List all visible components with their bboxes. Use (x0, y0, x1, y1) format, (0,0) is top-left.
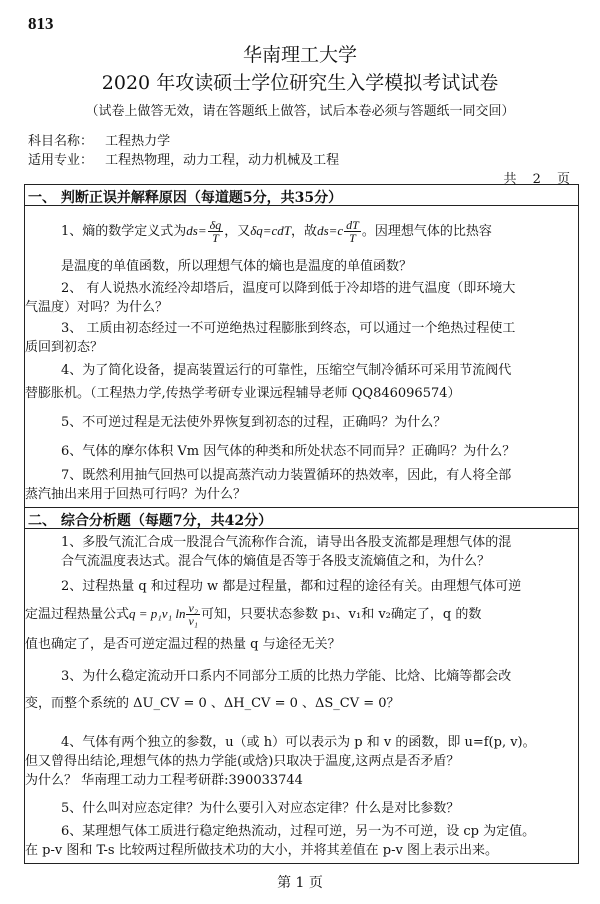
s1q1-line2: 是温度的单值函数，所以理想气体的熵也是温度的单值函数？ (61, 259, 413, 274)
s1q1-frac2-num: dT (346, 218, 359, 232)
subject-value: 工程热力学 (105, 134, 171, 149)
total-pages: 共 2 页 (503, 172, 576, 187)
s1q6-line: 6、气体的摩尔体积 Vm 因气体的种类和所处状态不同而异？正确吗？为什么？ (61, 444, 516, 459)
section1-title: 一、 判断正误并解释原因（每道题5分，共35分） (28, 190, 343, 206)
s2q2-line3: 值也确定了，是否可逆定温过程的热量 q 与途径无关？ (25, 637, 341, 652)
s1q7-line1: 7、既然利用抽气回热可以提高蒸汽动力装置循环的热效率，因此，有人将全部 (61, 468, 512, 483)
s1q1-frac1-den: T (212, 231, 219, 245)
s2-question-6 (25, 822, 577, 860)
s2q3-line2: 变，而整个系统的 ΔU_CV = 0 、ΔH_CV = 0 、ΔS_CV = 0？ (25, 696, 400, 711)
section1-header (25, 185, 578, 206)
s1q3-line1: 3、 工质由初态经过一不可逆绝热过程膨胀到终态，可以通过一个绝热过程使工 (61, 321, 516, 336)
subject-row (28, 130, 170, 149)
s2-question-3 (25, 667, 577, 713)
s1q1-frac2-den: T (349, 231, 356, 245)
s1q2-line2: 气温度）对吗？为什么？ (25, 300, 169, 315)
s2q4-line1: 4、气体有两个独立的参数，u（或 h）可以表示为 p 和 v 的函数，即 u=f(p, v)。 (61, 735, 536, 750)
s1-question-6 (61, 442, 577, 461)
s2q6-line2: 在 p-v 图和 T-s 比较两过程所做技术功的大小，并将其差值在 p-v 图上表示出来。 (25, 843, 498, 858)
s1q1-formula-2: δq=cdT (250, 223, 292, 238)
s1q4-line1: 4、为了简化设备，提高装置运行的可靠性，压缩空气制冷循环可采用节流阀代 (61, 363, 512, 378)
s2q2-line1: 2、过程热量 q 和过程功 w 都是过程量，都和过程的途径有关。由理想气体可逆 (61, 579, 522, 594)
s1q1-formula-1: ds= (186, 223, 207, 238)
s1q1-frac1-num: δq (209, 218, 222, 232)
s2q2-text-b: 可知，只要状态参数 p₁、v₁和 v₂确定了，q 的数 (200, 607, 482, 622)
s1q1-text-d: 。因理想气体的比热容 (361, 224, 492, 239)
s1-question-1-cont (61, 257, 577, 276)
s2q4-line2: 但又曾得出结论,理想气体的热力学能(或焓)只取决于温度,这两点是否矛盾？ (25, 754, 460, 769)
s2-question-4 (25, 733, 577, 790)
major-label: 适用专业： (28, 153, 94, 168)
s1q7-line2: 蒸汽抽出来用于回热可行吗？为什么？ (25, 487, 247, 502)
exam-title: 2020 年攻读硕士学位研究生入学模拟考试试卷 (101, 72, 499, 94)
s1-question-4 (25, 361, 577, 403)
s1q3-line2: 质回到初态？ (25, 340, 104, 355)
s2q1-line1: 1、多股气流汇合成一股混合气流称作合流，请导出各股支流都是理想气体的混 (61, 535, 512, 550)
page-number: 第 1 页 (277, 875, 323, 891)
s2q5-line: 5、什么叫对应态定律？为什么要引入对应态定律？什么是对比参数？ (61, 801, 460, 816)
s1-question-3 (25, 319, 577, 357)
s2q1-line2: 合气流温度表达式。混合气体的熵值是否等于各股支流熵值之和，为什么？ (61, 554, 491, 569)
s1q2-line1: 2、 有人说热水流经冷却塔后，温度可以降到低于冷却塔的进气温度（即环境大 (61, 281, 516, 296)
university-title: 华南理工大学 (242, 44, 357, 66)
section2-title: 二、 综合分析题（每题7分，共42分） (28, 513, 273, 529)
s2-question-5 (61, 799, 577, 818)
s2q6-line1: 6、某理想气体工质进行稳定绝热流动，过程可逆，另一为不可逆，设 cp 为定值。 (61, 824, 536, 839)
s1q1-formula-3: ds=c (317, 223, 344, 238)
instruction-note: （试卷上做答无效，请在答题纸上做答，试后本卷必须与答题纸一同交回） (85, 104, 515, 119)
s1-question-1 (61, 219, 577, 244)
major-row (28, 149, 339, 168)
s2q2-fraction (186, 602, 200, 627)
section2-header (25, 507, 578, 529)
s2q3-line1: 3、为什么稳定流动开口系内不同部分工质的比热力学能、比焓、比熵等都会改 (61, 669, 512, 684)
s1q4-line2: 替膨胀机。（工程热力学,传热学考研专业课远程辅导老师 QQ846096574） (25, 386, 461, 401)
s1-question-5 (61, 413, 577, 432)
s2q2-frac-den: v₁ (188, 614, 198, 628)
subject-label: 科目名称： (28, 134, 94, 149)
s1q1-fraction-2 (344, 219, 361, 244)
s2q4-line3: 为什么？ 华南理工动力工程考研群:390033744 (25, 773, 303, 788)
s1q1-fraction-1 (208, 219, 224, 244)
s2-question-1 (61, 533, 577, 571)
s1q1-text-b: ，又 (224, 224, 251, 239)
s1-question-7 (25, 466, 577, 504)
s1-question-2 (25, 279, 577, 317)
s1q1-text-a: 1、熵的数学定义式为 (61, 224, 187, 239)
s2-question-2 (25, 577, 577, 654)
s2q2-text-a: 定温过程热量公式 (25, 607, 130, 622)
s2q2-frac-num: v₂ (188, 601, 198, 615)
major-value: 工程热物理，动力工程，动力机械及工程 (105, 153, 340, 168)
s1q1-text-c: ，故 (291, 224, 318, 239)
exam-code: 813 (28, 14, 54, 33)
s2q2-formula: q = p₁v₁ ln (129, 606, 186, 621)
question-frame (24, 184, 579, 864)
s1q5-line: 5、不可逆过程是无法使外界恢复到初态的过程，正确吗？为什么？ (61, 415, 447, 430)
